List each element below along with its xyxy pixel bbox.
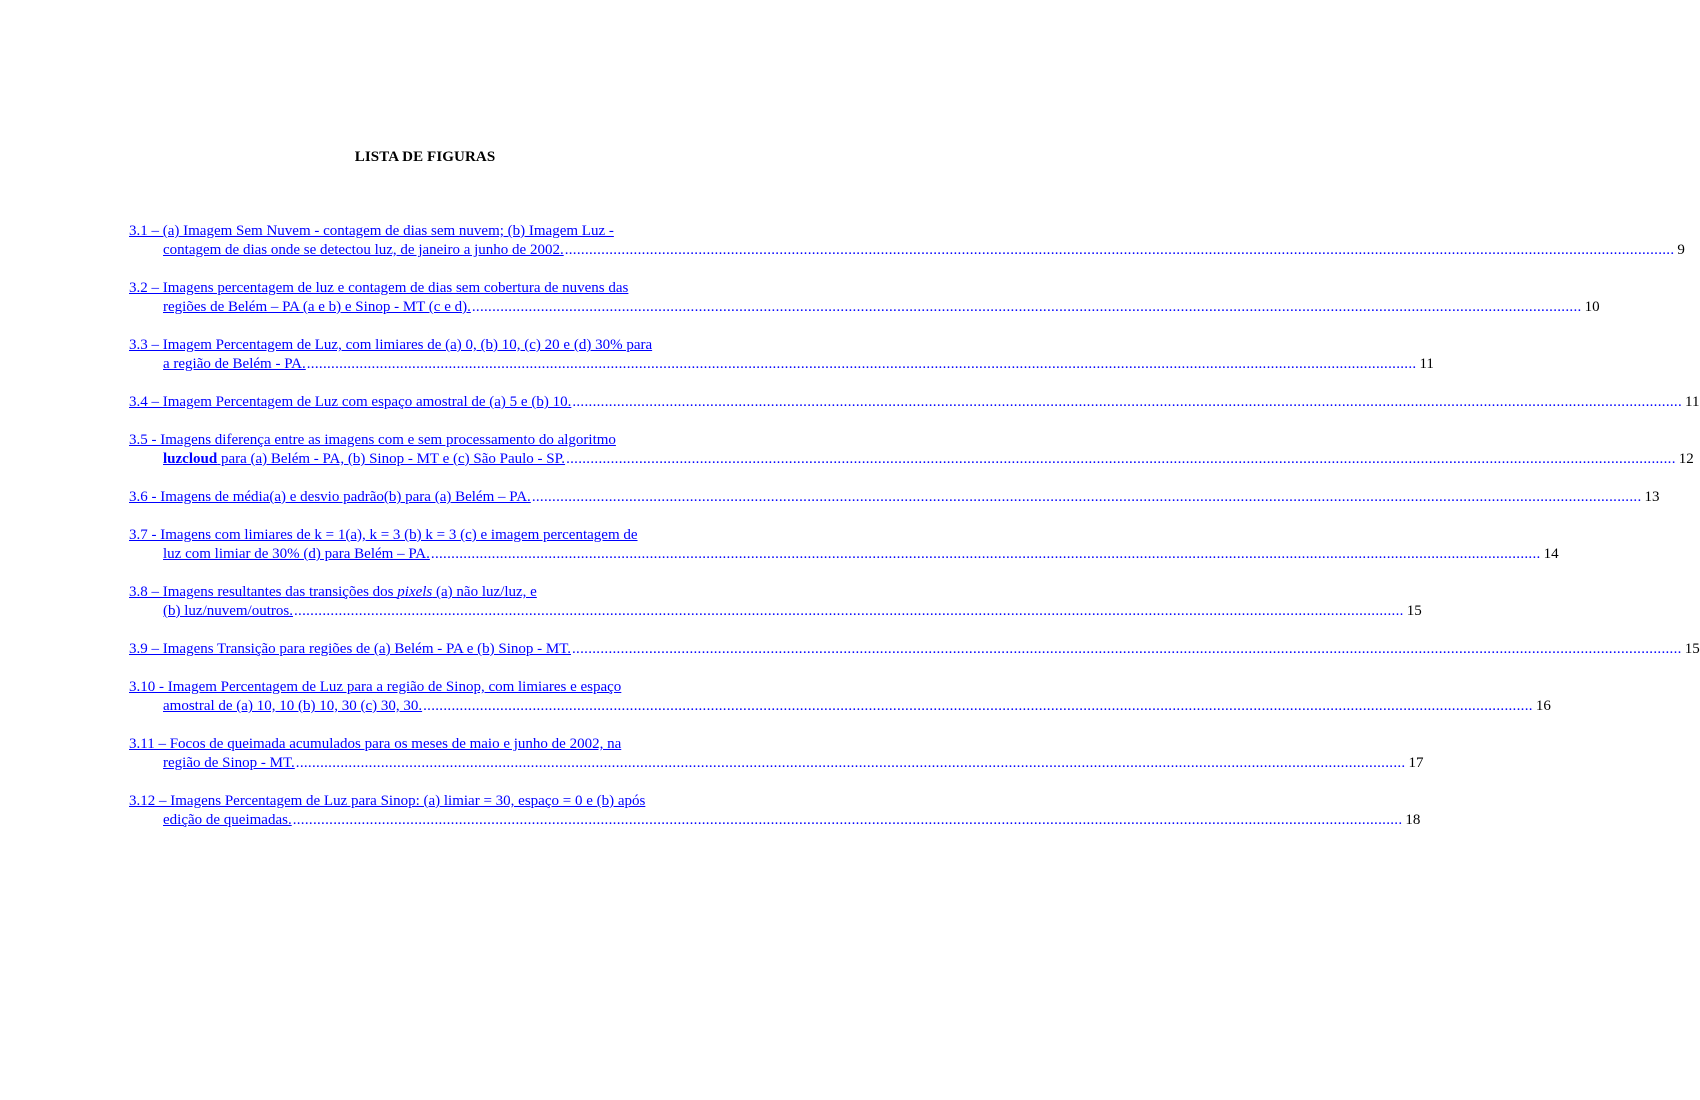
page-number: 15 [1406,603,1422,619]
list-item[interactable] [129,735,1424,773]
dot-leader: .................................................................................................................................................................................................................................................................................. [572,641,1682,657]
entry-link-text: 3.8 – Imagens resultantes das transições dos [129,584,398,600]
list-item[interactable] [129,488,1660,507]
dot-leader: .................................................................................................................................................................................................................................................................................. [306,356,1417,372]
dot-leader: .................................................................................................................................................................................................................................................................................. [423,698,1533,714]
page-number: 11 [1685,394,1700,410]
dot-leader: .................................................................................................................................................................................................................................................................................. [430,546,1541,562]
page-number: 18 [1405,812,1421,828]
dot-leader: .................................................................................................................................................................................................................................................................................. [292,812,1403,828]
list-item[interactable] [129,526,1559,564]
entry-link[interactable]: 3.9 – Imagens Transição para regiões de (a) Belém - PA e (b) Sinop - MT. [129,641,571,657]
list-item[interactable] [129,678,1551,716]
dot-leader: .................................................................................................................................................................................................................................................................................. [531,489,1642,505]
entry-link[interactable]: amostral de (a) 10, 10 (b) 10, 30 (c) 30, 30. [163,698,423,714]
entry-link-text: para (a) Belém - PA, (b) Sinop - MT e (c) São Paulo - SP. [217,451,566,467]
list-item[interactable] [129,336,1434,374]
page-number: 17 [1408,755,1424,771]
list-item[interactable] [129,583,1422,621]
algorithm-name: luzcloud [163,451,218,467]
page-number: 13 [1644,489,1660,505]
entry-link[interactable]: luz com limiar de 30% (d) para Belém – PA. [163,546,430,562]
dot-leader: .................................................................................................................................................................................................................................................................................. [564,242,1675,258]
entry-link[interactable]: 3.10 - Imagem Percentagem de Luz para a região de Sinop, com limiares e espaço [129,679,622,695]
list-item[interactable] [129,393,1700,412]
page-number: 12 [1678,451,1694,467]
list-item[interactable] [129,431,1694,469]
entry-link[interactable]: a região de Belém - PA. [163,356,306,372]
entry-link[interactable]: 3.2 – Imagens percentagem de luz e contagem de dias sem cobertura de nuvens das [129,280,629,296]
entry-link[interactable] [163,450,565,469]
entry-link[interactable]: 3.3 – Imagem Percentagem de Luz, com limiares de (a) 0, (b) 10, (c) 20 e (d) 30% para [129,337,653,353]
entry-link[interactable]: 3.1 – (a) Imagem Sem Nuvem - contagem de dias sem nuvem; (b) Imagem Luz - [129,223,614,239]
list-item[interactable] [129,792,1421,830]
entry-link[interactable]: 3.12 – Imagens Percentagem de Luz para Sinop: (a) limiar = 30, espaço = 0 e (b) após [129,793,646,809]
pixels-term: pixels [397,584,433,600]
entry-link[interactable]: região de Sinop - MT. [163,755,295,771]
list-item[interactable] [129,222,1685,260]
page-number: 14 [1543,546,1559,562]
page-number: 15 [1684,641,1700,657]
entry-link[interactable]: regiões de Belém – PA (a e b) e Sinop - MT (c e d). [163,299,471,315]
dot-leader: .................................................................................................................................................................................................................................................................................. [295,755,1406,771]
page-title: LISTA DE FIGURAS [354,149,496,165]
entry-link[interactable]: 3.6 - Imagens de média(a) e desvio padrão(b) para (a) Belém – PA. [129,489,531,505]
entry-link[interactable]: 3.4 – Imagem Percentagem de Luz com espaço amostral de (a) 5 e (b) 10. [129,394,572,410]
list-item[interactable] [129,279,1600,317]
page-number: 9 [1677,242,1685,258]
dot-leader: .................................................................................................................................................................................................................................................................................. [566,451,1676,467]
list-item[interactable] [129,640,1700,659]
entry-link-text: (a) não luz/luz, e [432,584,537,600]
page-number: 16 [1535,698,1551,714]
dot-leader: .................................................................................................................................................................................................................................................................................. [572,394,1683,410]
entry-link[interactable]: 3.5 - Imagens diferença entre as imagens com e sem processamento do algoritmo [129,432,616,448]
entry-link[interactable]: edição de queimadas. [163,812,292,828]
entry-link[interactable]: 3.11 – Focos de queimada acumulados para os meses de maio e junho de 2002, na [129,736,622,752]
figure-list [129,222,1700,849]
dot-leader: .................................................................................................................................................................................................................................................................................. [471,299,1582,315]
entry-link[interactable]: (b) luz/nuvem/outros. [163,603,293,619]
page-number: 10 [1584,299,1600,315]
page-number: 11 [1419,356,1434,372]
entry-link[interactable] [129,583,537,602]
entry-link[interactable]: contagem de dias onde se detectou luz, de janeiro a junho de 2002. [163,242,564,258]
entry-link[interactable]: 3.7 - Imagens com limiares de k = 1(a), k = 3 (b) k = 3 (c) e imagem percentagem de [129,527,638,543]
dot-leader: .................................................................................................................................................................................................................................................................................. [293,603,1404,619]
